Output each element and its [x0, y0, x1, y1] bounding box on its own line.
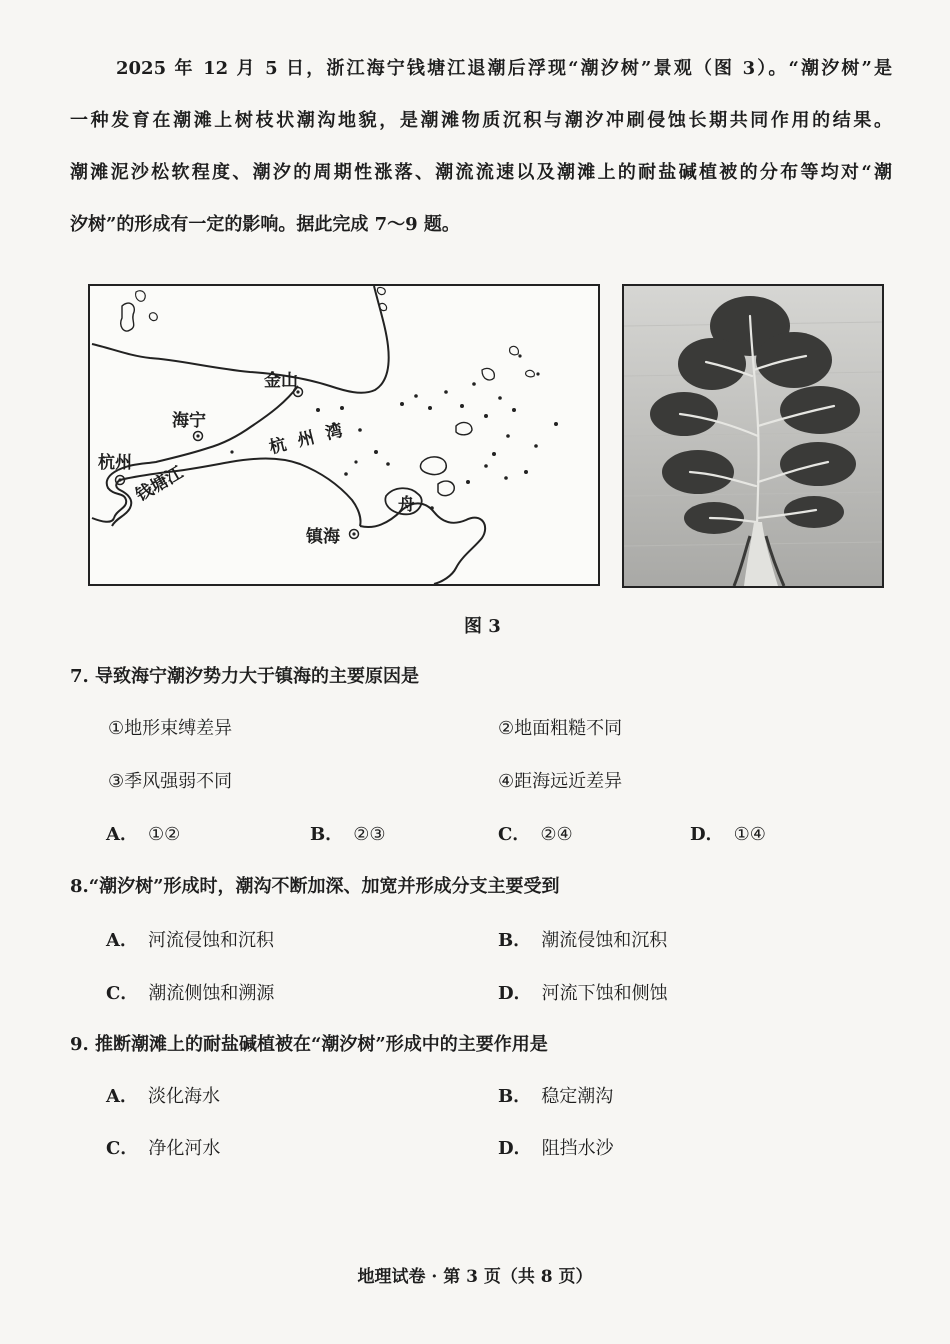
q8-option-b[interactable] — [498, 926, 667, 952]
label-jinshan: 金山 — [264, 371, 298, 391]
label-hangzhouwan: 杭州湾 — [267, 417, 357, 459]
option-letter: B． — [498, 1086, 532, 1107]
option-letter: B． — [310, 824, 344, 845]
question-8-stem: 8.“潮汐树”形成时，潮沟不断加深、加宽并形成分支主要受到 — [70, 876, 560, 897]
intro-line-1: 2025 年 12 月 5 日，浙江海宁钱塘江退潮后浮现“潮汐树”景观（图 3）。“潮汐树”是 — [116, 58, 892, 79]
q9-option-b[interactable] — [498, 1082, 613, 1108]
option-text: ②③ — [353, 824, 386, 845]
q7-statement-2: ②地面粗糙不同 — [498, 718, 623, 739]
option-letter: B． — [498, 930, 532, 951]
option-letter: A． — [106, 1086, 138, 1107]
intro-line-3: 潮滩泥沙松软程度、潮汐的周期性涨落、潮流流速以及潮滩上的耐盐碱植被的分布等均对“潮 — [70, 162, 892, 183]
option-letter: D． — [498, 983, 532, 1004]
page-footer: 地理试卷 · 第 3 页（共 8 页） — [357, 1267, 593, 1287]
q9-option-d[interactable] — [498, 1134, 614, 1160]
option-letter: A． — [106, 824, 138, 845]
option-text: ②④ — [540, 824, 573, 845]
option-letter: C． — [106, 983, 139, 1004]
label-haining: 海宁 — [172, 411, 206, 431]
option-text: 净化河水 — [148, 1138, 221, 1159]
label-zhenhai: 镇海 — [306, 527, 340, 547]
option-text: 淡化海水 — [147, 1086, 220, 1107]
option-letter: C． — [106, 1138, 139, 1159]
option-letter: D． — [690, 824, 724, 845]
intro-paragraph — [70, 48, 892, 256]
label-hangzhou: 杭州 — [98, 453, 132, 473]
question-9-stem: 9. 推断潮滩上的耐盐碱植被在“潮汐树”形成中的主要作用是 — [70, 1034, 548, 1055]
option-text: 潮流侧蚀和溯源 — [148, 983, 275, 1004]
q7-option-d[interactable] — [690, 820, 766, 846]
figure-caption: 图 3 — [464, 616, 501, 637]
q9-option-c[interactable] — [106, 1134, 220, 1160]
option-text: 阻挡水沙 — [541, 1138, 614, 1159]
option-text: 潮流侵蚀和沉积 — [541, 930, 668, 951]
intro-line-4: 汐树”的形成有一定的影响。据此完成 7～9 题。 — [70, 214, 460, 235]
option-text: 河流侵蚀和沉积 — [147, 930, 274, 951]
tidal-tree-photo — [622, 284, 884, 588]
q9-option-a[interactable] — [106, 1082, 220, 1108]
q8-option-d[interactable] — [498, 979, 668, 1005]
option-text: 稳定潮沟 — [541, 1086, 614, 1107]
option-letter: C． — [498, 824, 531, 845]
q7-option-c[interactable] — [498, 820, 573, 846]
q7-statement-3: ③季风强弱不同 — [108, 771, 233, 792]
label-zhoushan: 舟 — [398, 495, 415, 515]
option-letter: A． — [106, 930, 138, 951]
option-text: 河流下蚀和侧蚀 — [541, 983, 668, 1004]
q7-option-a[interactable] — [106, 820, 180, 846]
q7-statement-1: ①地形束缚差异 — [108, 718, 233, 739]
option-text: ①④ — [733, 824, 766, 845]
option-letter: D． — [498, 1138, 532, 1159]
q7-statement-4: ④距海远近差异 — [498, 771, 623, 792]
intro-line-2: 一种发育在潮滩上树枝状潮沟地貌，是潮滩物质沉积与潮汐冲刷侵蚀长期共同作用的结果。 — [70, 110, 892, 131]
q7-option-b[interactable] — [310, 820, 386, 846]
question-7-stem: 7. 导致海宁潮汐势力大于镇海的主要原因是 — [70, 666, 420, 687]
option-text: ①② — [147, 824, 181, 845]
label-qiantangjiang: 钱塘江 — [132, 462, 187, 506]
q8-option-c[interactable] — [106, 979, 274, 1005]
tidal-tree-drawing — [624, 286, 882, 586]
hangzhou-bay-map — [88, 284, 600, 586]
q8-option-a[interactable] — [106, 926, 274, 952]
